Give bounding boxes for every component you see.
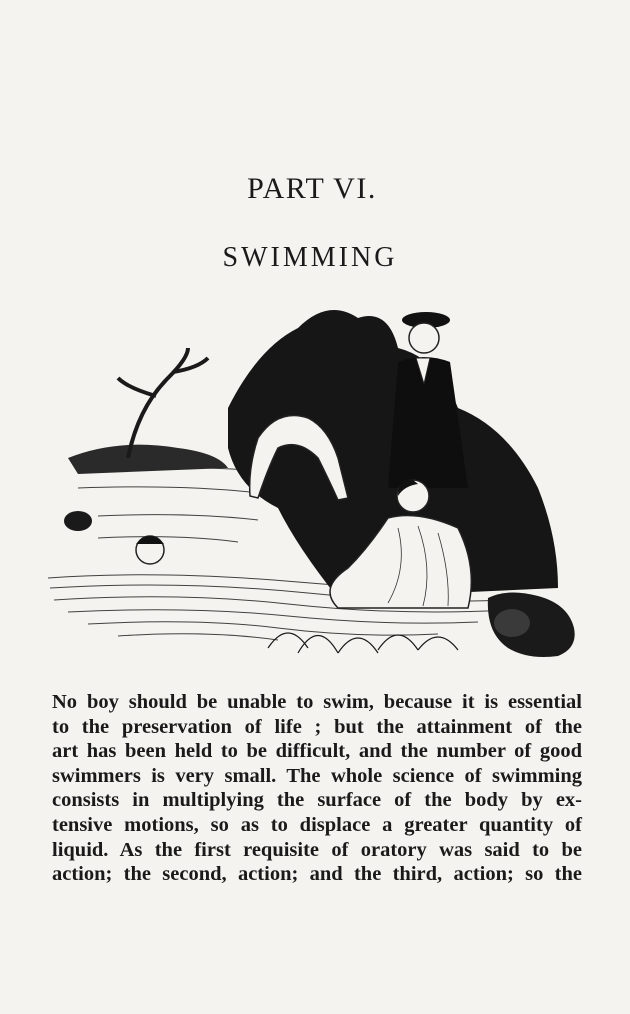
body-line: tensive motions, so as to displace a greater quantity of — [52, 813, 582, 836]
tree — [118, 348, 208, 458]
left-bank — [68, 445, 228, 474]
body-line: art has been held to be difficult, and the number of good — [52, 740, 582, 763]
body-line: action; the second, action; and the third, action; so the — [52, 863, 582, 886]
clothes-basket — [488, 592, 575, 657]
standing-figure — [388, 312, 468, 488]
body-line: No boy should be unable to swim, because it is essential — [52, 691, 582, 713]
grass — [268, 633, 458, 653]
body-line: to the preservation of life ; but the attainment of the — [52, 715, 582, 738]
swimming-engraving — [38, 288, 594, 672]
section-heading: SWIMMING — [222, 242, 398, 273]
body-line: liquid. As the first requisite of oratory was said to be — [52, 838, 582, 861]
body-line: consists in multiplying the surface of the body by ex- — [52, 789, 582, 812]
body-line: swimmers is very small. The whole science of swimming — [52, 764, 582, 787]
body-paragraph — [52, 690, 582, 887]
part-heading: PART VI. — [247, 172, 377, 205]
